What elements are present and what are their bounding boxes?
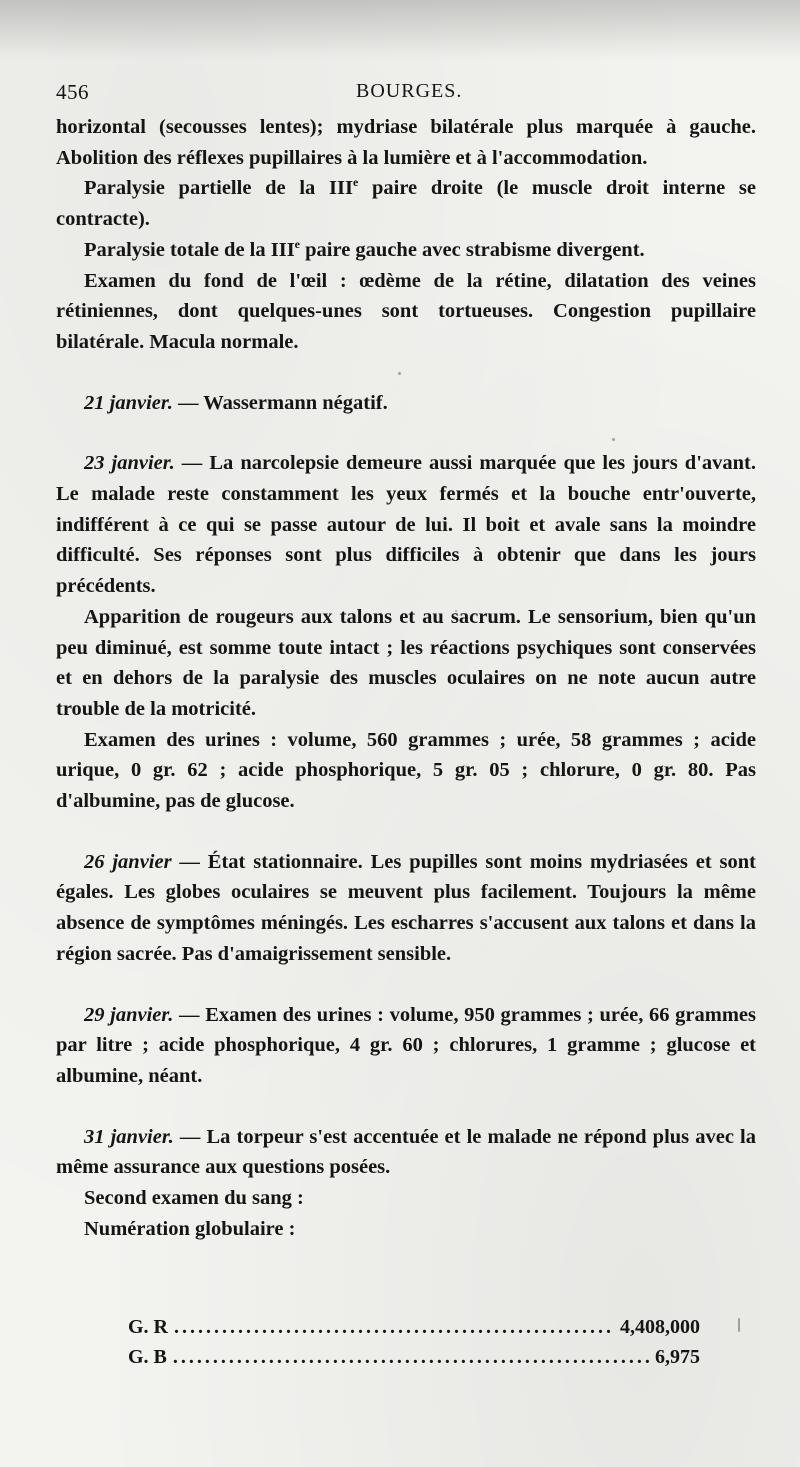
entry-date: 23 janvier. [84,452,175,475]
superscript: e [294,236,300,251]
running-title: BOURGES. [356,80,463,102]
entry-31-janvier [56,1122,756,1183]
running-head [56,80,756,110]
entry-29-janvier [56,1000,756,1092]
count-label: G. R [128,1316,168,1338]
paragraph-paralysie-partielle: Paralysie partielle de la IIIe paire droite (le muscle droit interne se contracte). [56,175,756,231]
paragraph-continued: horizontal (secousses lentes); mydriase bilatérale plus marquée à gauche. Abolition des réflexes pupillaires à la lumière et à l'accommodation. [56,116,756,169]
paragraph-numeration: Numération globulaire : [84,1217,296,1240]
scan-speck [398,372,401,375]
page-number: 456 [56,80,89,104]
blood-count-row [128,1312,700,1342]
entry-date: 31 janvier. [84,1125,174,1148]
dot-leader [173,1342,649,1372]
scan-speck [455,610,457,612]
paragraph-second-examen: Second examen du sang : [84,1187,304,1210]
scan-speck [738,1318,740,1332]
body-text [56,112,756,1245]
entry-text: — Wassermann négatif. [172,391,388,414]
entry-text: — Examen des urines : volume, 950 grammes ; urée, 66 grammes par litre ; acide phosphorique, 4 gr. 60 ; chlorures, 1 gramme ; glucose et albumine, néant. [56,1003,756,1087]
entry-date: 29 janvier. [84,1003,174,1026]
entry-21-janvier [56,388,756,419]
entry-text: — La narcolepsie demeure aussi marquée que les jours d'avant. Le malade reste constamment les yeux fermés et la bouche entr'ouverte, indifférent à ce qui se passe autour de lui. Il boit et avale sans la moindre difficulté. Ses réponses sont plus difficiles à obtenir que dans les jours précédents. [56,452,757,598]
entry-text: — État stationnaire. Les pupilles sont moins mydriasées et sont égales. Les globes oculaires se meuvent plus facilement. Toujours la même absence de symptômes méningés. Les escharres s'accusent aux talons et dans la région sacrée. Pas d'amaigrissement sensible. [56,850,756,965]
count-label: G. B [128,1346,167,1368]
dot-leader [174,1312,614,1342]
entry-text: — La torpeur s'est accentuée et le malade ne répond plus avec la même assurance aux questions posées. [56,1125,756,1179]
paragraph-paralysie-totale: Paralysie totale de la IIIe paire gauche avec strabisme divergent. [84,236,645,261]
entry-23-janvier [56,448,756,602]
superscript: e [352,175,359,190]
scan-speck [612,438,615,441]
paragraph-rougeurs: Apparition de rougeurs aux talons et au sacrum. Le sensorium, bien qu'un peu diminué, est somme toute intact ; les réactions psychiques sont conservées et en dehors de la paralysie des muscles oculaires on ne note aucun autre trouble de la motricité. [56,605,756,720]
paragraph-fond-oeil: Examen du fond de l'œil : œdème de la rétine, dilatation des veines rétiniennes, dont quelques-unes sont tortueuses. Congestion pupillaire bilatérale. Macula normale. [56,269,756,353]
paragraph-urines: Examen des urines : volume, 560 grammes ; urée, 58 grammes ; acide urique, 0 gr. 62 ; acide phosphorique, 5 gr. 05 ; chlorure, 0 gr. 80. Pas d'albumine, pas de glucose. [56,728,756,813]
count-value: 6,975 [655,1346,700,1368]
count-value: 4,408,000 [620,1316,700,1338]
blood-count-row [128,1342,700,1372]
entry-26-janvier [56,847,756,970]
entry-date: 26 janvier [84,850,172,873]
entry-date: 21 janvier. [84,391,173,414]
blood-count-table [128,1312,700,1372]
scan-shadow [0,0,800,60]
